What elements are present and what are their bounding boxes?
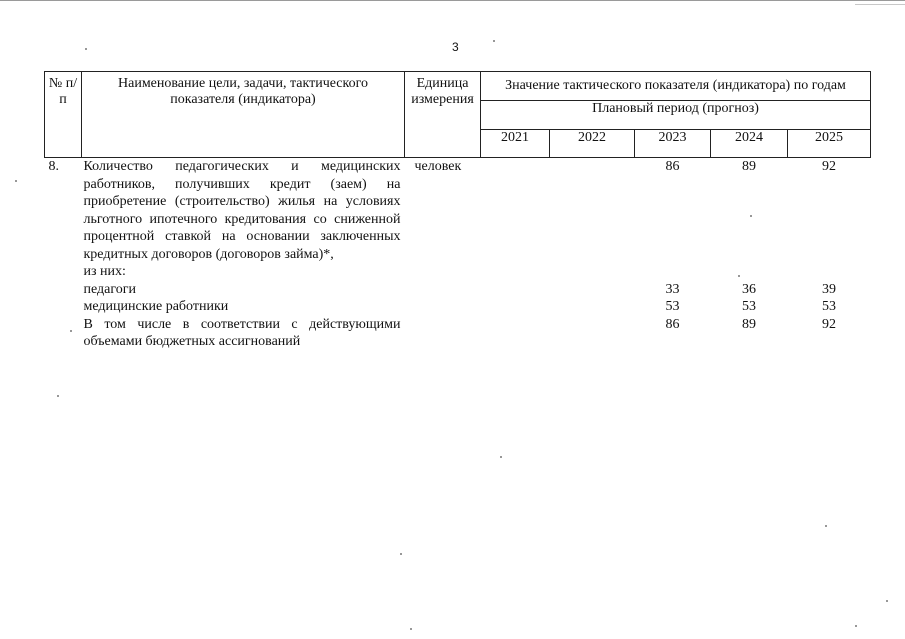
row-value-2025: 39 (822, 281, 837, 297)
row-name: педагоги (83, 281, 136, 297)
scan-speck (825, 525, 827, 527)
header-year-2021: 2021 (481, 130, 550, 158)
row-value-2024: 89 (742, 316, 756, 332)
row-value-2022 (550, 316, 635, 351)
row-value-2022 (550, 298, 635, 316)
scan-speck (855, 625, 857, 627)
page-top-edge (0, 0, 905, 1)
scan-speck (70, 330, 72, 332)
row-num (45, 298, 82, 316)
indicators-table (44, 71, 871, 351)
header-unit: Единица измерения (405, 72, 481, 158)
table-row (45, 158, 871, 281)
scan-speck (15, 180, 17, 182)
table-row (45, 281, 871, 299)
row-value-2024: 89 (742, 159, 756, 174)
table-row (45, 298, 871, 316)
header-name: Наименование цели, задачи, тактического показателя (индикатора) (82, 72, 405, 158)
row-value-2021 (481, 316, 550, 351)
header-year-2025: 2025 (788, 130, 871, 158)
row-value-2023: 33 (665, 281, 680, 297)
row-name: медицинские работники (83, 299, 229, 314)
row-value-2021 (481, 298, 550, 316)
header-row-1 (45, 72, 871, 101)
row-num: 8. (48, 159, 59, 174)
header-period: Плановый период (прогноз) (481, 101, 871, 130)
scan-speck (886, 600, 888, 602)
row-value-2023: 86 (665, 159, 680, 174)
table-row (45, 316, 871, 351)
header-values-group: Значение тактического показателя (индикатора) по годам (481, 72, 871, 101)
row-name-continuation: из них: (83, 264, 126, 279)
row-value-2021 (481, 281, 550, 299)
row-unit (405, 316, 481, 351)
row-value-2024: 53 (742, 299, 756, 314)
scan-speck (410, 628, 412, 630)
row-value-2025: 92 (822, 316, 837, 332)
row-unit (405, 281, 481, 299)
scan-speck (493, 40, 495, 42)
row-name: В том числе в соответствии с действующими объемами бюджетных ассигнований (83, 316, 401, 349)
scan-speck (57, 395, 59, 397)
row-value-2023: 53 (665, 299, 680, 314)
row-value-2024: 36 (742, 281, 756, 297)
scan-speck (738, 275, 740, 277)
row-num (45, 316, 82, 351)
row-value-2022 (550, 158, 635, 281)
page-number: 3 (452, 40, 459, 54)
row-name-cell (82, 158, 405, 281)
scan-speck (500, 456, 502, 458)
header-num: № п/п (45, 72, 82, 158)
row-value-2022 (550, 281, 635, 299)
scan-speck (85, 48, 87, 50)
scan-speck (400, 553, 402, 555)
row-value-2021 (481, 158, 550, 281)
header-year-2024: 2024 (711, 130, 788, 158)
row-unit (405, 298, 481, 316)
row-value-2025: 92 (822, 159, 837, 174)
page-top-edge-mark (855, 4, 905, 5)
header-year-2023: 2023 (635, 130, 711, 158)
row-name: Количество педагогических и медицинских работников, получивших кредит (заем) на приобретение (строительство) жилья на условиях льготного ипотечного кредитования со сниженной процентной ставкой на основании заключенных кредитных договоров (договоров займа)*, (83, 159, 401, 262)
row-value-2025: 53 (822, 299, 837, 314)
row-unit: человек (414, 159, 462, 174)
row-value-2023: 86 (665, 316, 680, 332)
scan-speck (750, 215, 752, 217)
header-year-2022: 2022 (550, 130, 635, 158)
row-num (45, 281, 82, 299)
